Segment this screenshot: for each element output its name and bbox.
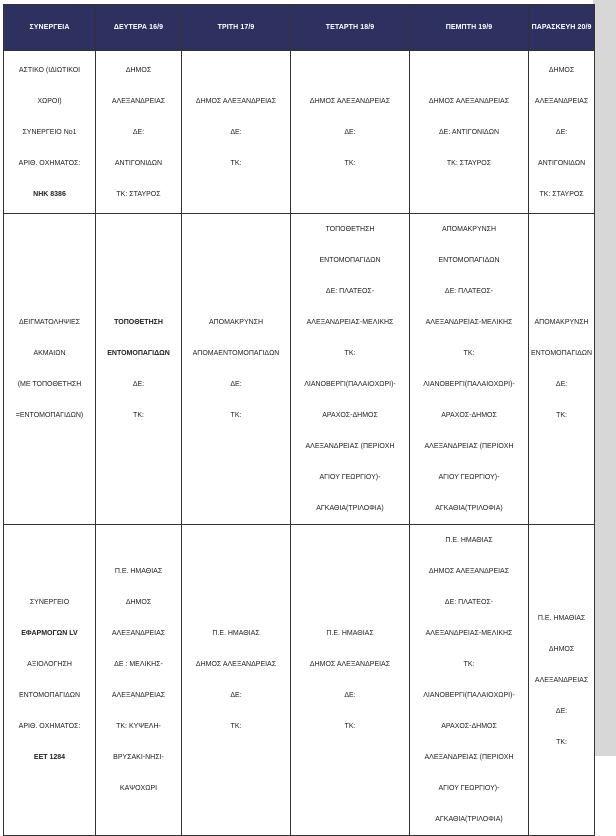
cell-line: ΔΗΜΟΣ	[125, 66, 152, 74]
cell-crew	[4, 51, 96, 214]
cell-monday	[96, 525, 182, 836]
table-row	[4, 214, 595, 525]
cell-line: ΔΕ:	[132, 381, 145, 388]
cell-line: ΔΗΜΟΣ	[548, 66, 575, 74]
cell-line: ΣΥΝΕΡΓΕΙΟ Νο1	[22, 128, 77, 136]
cell-tuesday	[182, 51, 291, 214]
cell-line: ΑΡΙΘ. ΟΧΗΜΑΤΟΣ:	[18, 159, 81, 167]
cell-monday	[96, 214, 182, 525]
cell-line: ΕΕΤ 1284	[33, 754, 66, 761]
cell-line: ΑΞΙΟΛΟΓΗΣΗ	[27, 661, 72, 668]
cell-line: ΑΛΕΞΑΝΔΡΕΙΑΣ	[111, 692, 166, 699]
cell-line: ΔΕ:	[555, 381, 568, 388]
cell-line: Π.Ε. ΗΜΑΘΙΑΣ	[114, 568, 163, 575]
cell-line: ΛΙΑΝΟΒΕΡΓΙ(ΠΑΛΑΙΟΧΩΡΙ)-	[423, 692, 515, 699]
cell-line: ΔΗΜΟΣ ΑΛΕΞΑΝΔΡΕΙΑΣ	[195, 661, 277, 668]
col-header-wednesday: ΤΕΤΑΡΤΗ 18/9	[291, 5, 410, 51]
col-header-monday: ΔΕΥΤΕΡΑ 16/9	[96, 5, 182, 51]
cell-line: ΔΕ:	[344, 692, 356, 699]
cell-friday	[529, 51, 595, 214]
cell-line: ΔΕ:	[555, 128, 568, 136]
cell-line: ΑΠΟΜΑΕΝΤΟΜΟΠΑΓΙΔΩΝ	[192, 350, 280, 357]
cell-friday	[529, 214, 595, 525]
cell-line: ΔΕ:	[132, 128, 145, 136]
cell-line: ΑΓΚΑΘΙΑ(ΤΡΙΛΟΦΙΑ)	[316, 505, 384, 512]
cell-line: ΔΕ:	[230, 128, 242, 136]
cell-line: ΤΚ: ΣΤΑΥΡΟΣ	[539, 190, 584, 198]
cell-line: ΤΚ: ΚΥΨΕΛΗ-	[116, 723, 161, 730]
cell-line: ΔΕ : ΜΕΛΙΚΗΣ-	[114, 661, 163, 668]
cell-line: ΔΗΜΟΣ ΑΛΕΞΑΝΔΡΕΙΑΣ	[195, 97, 277, 105]
cell-line: ΤΟΠΟΘΕΤΗΣΗ	[325, 226, 375, 233]
cell-line: ΑΡΙΘ. ΟΧΗΜΑΤΟΣ:	[18, 723, 81, 730]
cell-line: ΤΚ:	[556, 738, 567, 746]
cell-line: ΑΛΕΞΑΝΔΡΕΙΑΣ	[534, 676, 589, 684]
cell-line: ΤΚ:	[230, 412, 242, 419]
cell-line: ΔΕ: ΑΝΤΙΓΟΝΙΔΩΝ	[438, 128, 500, 136]
col-header-crews: ΣΥΝΕΡΓΕΙΑ	[4, 5, 96, 51]
cell-line: ΚΑΨΟΧΩΡΙ	[119, 785, 158, 792]
vertical-scrollbar[interactable]	[593, 0, 616, 756]
cell-wednesday	[291, 51, 410, 214]
cell-line: ΤΚ:	[344, 723, 356, 730]
cell-line: ΑΛΕΞΑΝΔΡΕΙΑΣ (ΠΕΡΙΟΧΗ	[305, 443, 395, 450]
cell-line: ΔΕ:	[230, 692, 242, 699]
cell-line: ΔΕ:	[555, 707, 568, 715]
col-header-thursday: ΠΕΜΠΤΗ 19/9	[410, 5, 529, 51]
cell-line: ΔΗΜΟΣ ΑΛΕΞΑΝΔΡΕΙΑΣ	[428, 568, 510, 575]
cell-thursday	[410, 51, 529, 214]
cell-thursday	[410, 525, 529, 836]
cell-line: ΔΗΜΟΣ ΑΛΕΞΑΝΔΡΕΙΑΣ	[309, 97, 391, 105]
cell-line: ΕΝΤΟΜΟΠΑΓΙΔΩΝ	[319, 257, 381, 264]
cell-line: ΕΝΤΟΜΟΠΑΓΙΔΩΝ	[438, 257, 500, 264]
cell-line: ΝΗΚ 8386	[33, 190, 66, 198]
cell-thursday	[410, 214, 529, 525]
cell-line: ΔΕΙΓΜΑΤΟΛΗΨΙΕΣ	[18, 319, 81, 326]
cell-crew	[4, 214, 96, 525]
cell-wednesday	[291, 525, 410, 836]
cell-crew	[4, 525, 96, 836]
cell-line: ΑΛΕΞΑΝΔΡΕΙΑΣ-ΜΕΛΙΚΗΣ	[306, 319, 394, 326]
table-row	[4, 525, 595, 836]
cell-line: ΛΙΑΝΟΒΕΡΓΙ(ΠΑΛΑΙΟΧΩΡΙ)-	[304, 381, 396, 388]
cell-line: ΑΛΕΞΑΝΔΡΕΙΑΣ	[111, 97, 166, 105]
cell-line: ΤΚ:	[463, 350, 475, 357]
cell-line: ΣΥΝΕΡΓΕΙΟ	[29, 599, 70, 606]
col-header-friday: ΠΑΡΑΣΚΕΥΗ 20/9	[529, 5, 595, 51]
cell-line: ΑΓΚΑΘΙΑ(ΤΡΙΛΟΦΙΑ)	[435, 505, 503, 512]
cell-line: ΔΕ: ΠΛΑΤΕΟΣ-	[444, 599, 494, 606]
cell-line: ΤΚ:	[133, 412, 144, 419]
cell-line: ΑΡΑΧΟΣ-ΔΗΜΟΣ	[441, 412, 497, 419]
cell-line: ΤΟΠΟΘΕΤΗΣΗ	[114, 319, 163, 326]
cell-line: ΑΠΟΜΑΚΡΥΝΣΗ	[534, 319, 589, 326]
cell-line: ΤΚ:	[463, 661, 475, 668]
cell-line: ΤΚ:	[230, 159, 242, 167]
cell-line: ΒΡΥΣΑΚΙ-ΝΗΣΙ-	[113, 754, 164, 761]
cell-line: ΑΓΚΑΘΙΑ(ΤΡΙΛΟΦΙΑ)	[435, 816, 503, 823]
cell-line: ΔΗΜΟΣ ΑΛΕΞΑΝΔΡΕΙΑΣ	[428, 97, 510, 105]
cell-line: ΧΩΡΟΙ)	[37, 97, 62, 105]
cell-monday	[96, 51, 182, 214]
cell-line: Π.Ε. ΗΜΑΘΙΑΣ	[212, 630, 260, 637]
cell-line: ΕΦΑΡΜΟΓΩΝ LV	[21, 630, 78, 637]
cell-line: ΕΝΤΟΜΟΠΑΓΙΔΩΝ	[531, 350, 593, 357]
cell-tuesday	[182, 525, 291, 836]
cell-line: ΤΚ: ΣΤΑΥΡΟΣ	[446, 159, 492, 167]
cell-line: ΑΛΕΞΑΝΔΡΕΙΑΣ (ΠΕΡΙΟΧΗ	[424, 443, 514, 450]
cell-line: Π.Ε. ΗΜΑΘΙΑΣ	[537, 614, 586, 622]
cell-line: ΑΓΙΟΥ ΓΕΩΡΓΙΟΥ)-	[438, 474, 500, 481]
cell-line: Π.Ε. ΗΜΑΘΙΑΣ	[445, 537, 493, 544]
cell-line: ΔΕ: ΠΛΑΤΕΟΣ-	[444, 288, 494, 295]
table-row	[4, 51, 595, 214]
cell-line: ΑΓΙΟΥ ΓΕΩΡΓΙΟΥ)-	[438, 785, 500, 792]
cell-line: ΑΡΑΧΟΣ-ΔΗΜΟΣ	[441, 723, 497, 730]
cell-line: ΔΗΜΟΣ	[548, 645, 575, 653]
cell-line: ΛΙΑΝΟΒΕΡΓΙ(ΠΑΛΑΙΟΧΩΡΙ)-	[423, 381, 515, 388]
cell-line: ΑΠΟΜΑΚΡΥΝΣΗ	[208, 319, 264, 326]
header-row	[4, 5, 595, 51]
cell-line: ΕΝΤΟΜΟΠΑΓΙΔΩΝ	[18, 692, 81, 699]
schedule-table	[3, 4, 595, 836]
cell-line: ΑΣΤΙΚΟ (ΙΔΙΩΤΙΚΟΙ	[18, 66, 81, 74]
cell-line: ΑΝΤΙΓΟΝΙΔΩΝ	[537, 159, 586, 167]
cell-line: ΔΕ:	[344, 128, 356, 136]
cell-line: ΤΚ:	[230, 723, 242, 730]
cell-line: ΑΓΙΟΥ ΓΕΩΡΓΙΟΥ)-	[319, 474, 381, 481]
cell-line: ΑΡΑΧΟΣ-ΔΗΜΟΣ	[322, 412, 378, 419]
cell-line: =ΕΝΤΟΜΟΠΑΓΙΔΩΝ)	[15, 412, 84, 419]
cell-line: ΔΗΜΟΣ ΑΛΕΞΑΝΔΡΕΙΑΣ	[309, 661, 391, 668]
cell-line: ΤΚ: ΣΤΑΥΡΟΣ	[116, 190, 161, 198]
cell-line: ΑΝΤΙΓΟΝΙΔΩΝ	[114, 159, 163, 167]
cell-line: ΤΚ:	[344, 350, 356, 357]
cell-line: ΑΛΕΞΑΝΔΡΕΙΑΣ-ΜΕΛΙΚΗΣ	[425, 630, 513, 637]
cell-line: Π.Ε. ΗΜΑΘΙΑΣ	[326, 630, 374, 637]
cell-wednesday	[291, 214, 410, 525]
cell-tuesday	[182, 214, 291, 525]
cell-line: ΔΗΜΟΣ	[125, 599, 152, 606]
cell-line: ΤΚ:	[556, 412, 567, 419]
cell-line: ΑΛΕΞΑΝΔΡΕΙΑΣ (ΠΕΡΙΟΧΗ	[424, 754, 514, 761]
cell-friday	[529, 525, 595, 836]
cell-line: ΑΚΜΑΙΩΝ	[33, 350, 66, 357]
cell-line: ΕΝΤΟΜΟΠΑΓΙΔΩΝ	[107, 350, 170, 357]
cell-line: ΑΛΕΞΑΝΔΡΕΙΑΣ	[534, 97, 589, 105]
cell-line: ΑΛΕΞΑΝΔΡΕΙΑΣ-ΜΕΛΙΚΗΣ	[425, 319, 513, 326]
cell-line: ΤΚ:	[344, 159, 356, 167]
cell-line: ΑΠΟΜΑΚΡΥΝΣΗ	[441, 226, 497, 233]
cell-line: ΔΕ:	[230, 381, 242, 388]
cell-line: ΑΛΕΞΑΝΔΡΕΙΑΣ	[111, 630, 166, 637]
col-header-tuesday: ΤΡΙΤΗ 17/9	[182, 5, 291, 51]
cell-line: ΔΕ: ΠΛΑΤΕΟΣ-	[325, 288, 375, 295]
cell-line: (ΜΕ ΤΟΠΟΘΕΤΗΣΗ	[17, 381, 82, 388]
